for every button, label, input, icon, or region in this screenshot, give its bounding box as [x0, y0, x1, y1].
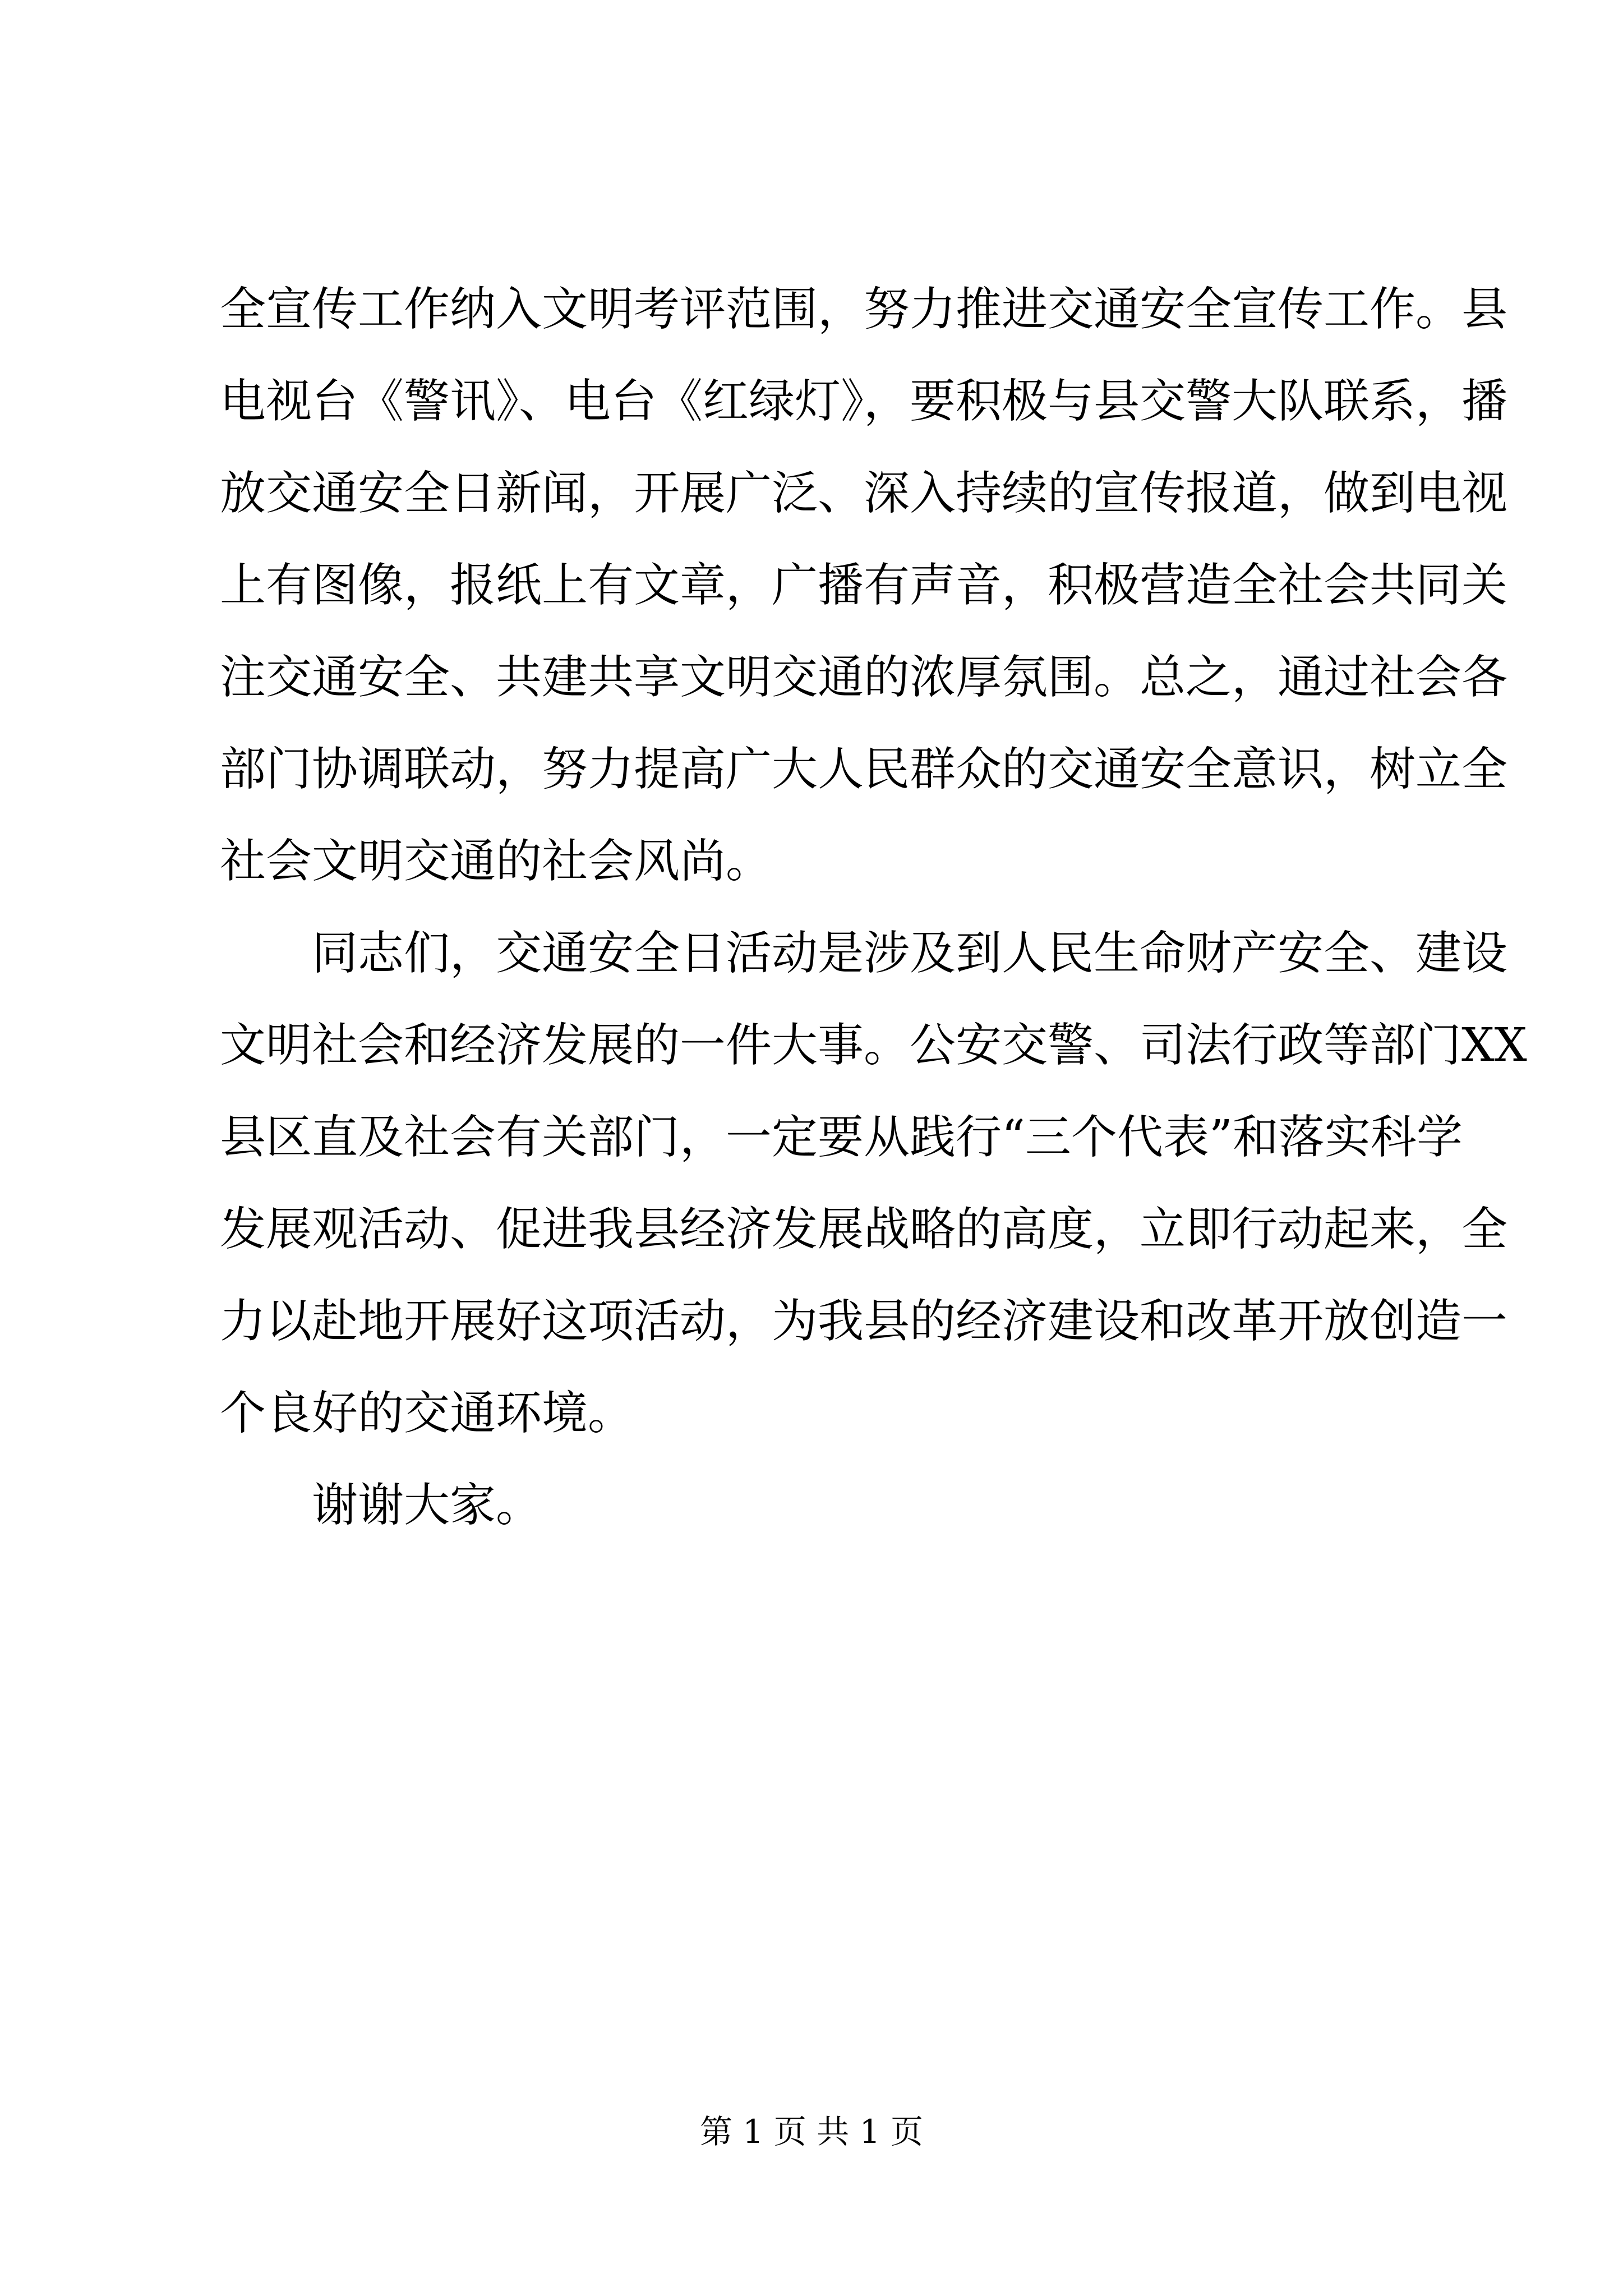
- page-number-label: 第 1 页 共 1 页: [700, 2113, 923, 2151]
- paragraph-1-line-4: 上有图像，报纸上有文章，广播有声音，积极营造全社会共同关: [220, 559, 1508, 612]
- paragraph-2-line-4: 发展观活动、促进我县经济发展战略的高度，立即行动起来，全: [220, 1203, 1508, 1256]
- paragraph-1-line-5: 注交通安全、共建共享文明交通的浓厚氛围。总之，通过社会各: [220, 651, 1508, 704]
- paragraph-1-line-7: 社会文明交通的社会风尚。: [220, 835, 772, 888]
- document-body: [220, 264, 1527, 1552]
- paragraph-1-line-2: 电视台《警讯》、电台《红绿灯》，要积极与县交警大队联系，播: [220, 375, 1508, 428]
- paragraph-2-line-1: 同志们，交通安全日活动是涉及到人民生命财产安全、建设: [312, 927, 1508, 980]
- paragraph-2-line-5: 力以赴地开展好这项活动，为我县的经济建设和改革开放创造一: [220, 1295, 1508, 1348]
- paragraph-2-line-6: 个良好的交通环境。: [220, 1387, 634, 1440]
- paragraph-1-line-6: 部门协调联动，努力提高广大人民群众的交通安全意识，树立全: [220, 743, 1508, 796]
- paragraph-1-line-3: 放交通安全日新闻，开展广泛、深入持续的宣传报道，做到电视: [220, 467, 1508, 520]
- paragraph-3-line-1: 谢谢大家。: [312, 1479, 542, 1532]
- paragraph-2-line-3: 县区直及社会有关部门，一定要从践行“三个代表”和落实科学: [220, 1111, 1463, 1164]
- paragraph-1-line-1: 全宣传工作纳入文明考评范围，努力推进交通安全宣传工作。县: [220, 283, 1508, 336]
- paragraph-2-line-2: 文明社会和经济发展的一件大事。公安交警、司法行政等部门XX: [220, 1019, 1527, 1072]
- page-footer: [0, 2109, 1623, 2154]
